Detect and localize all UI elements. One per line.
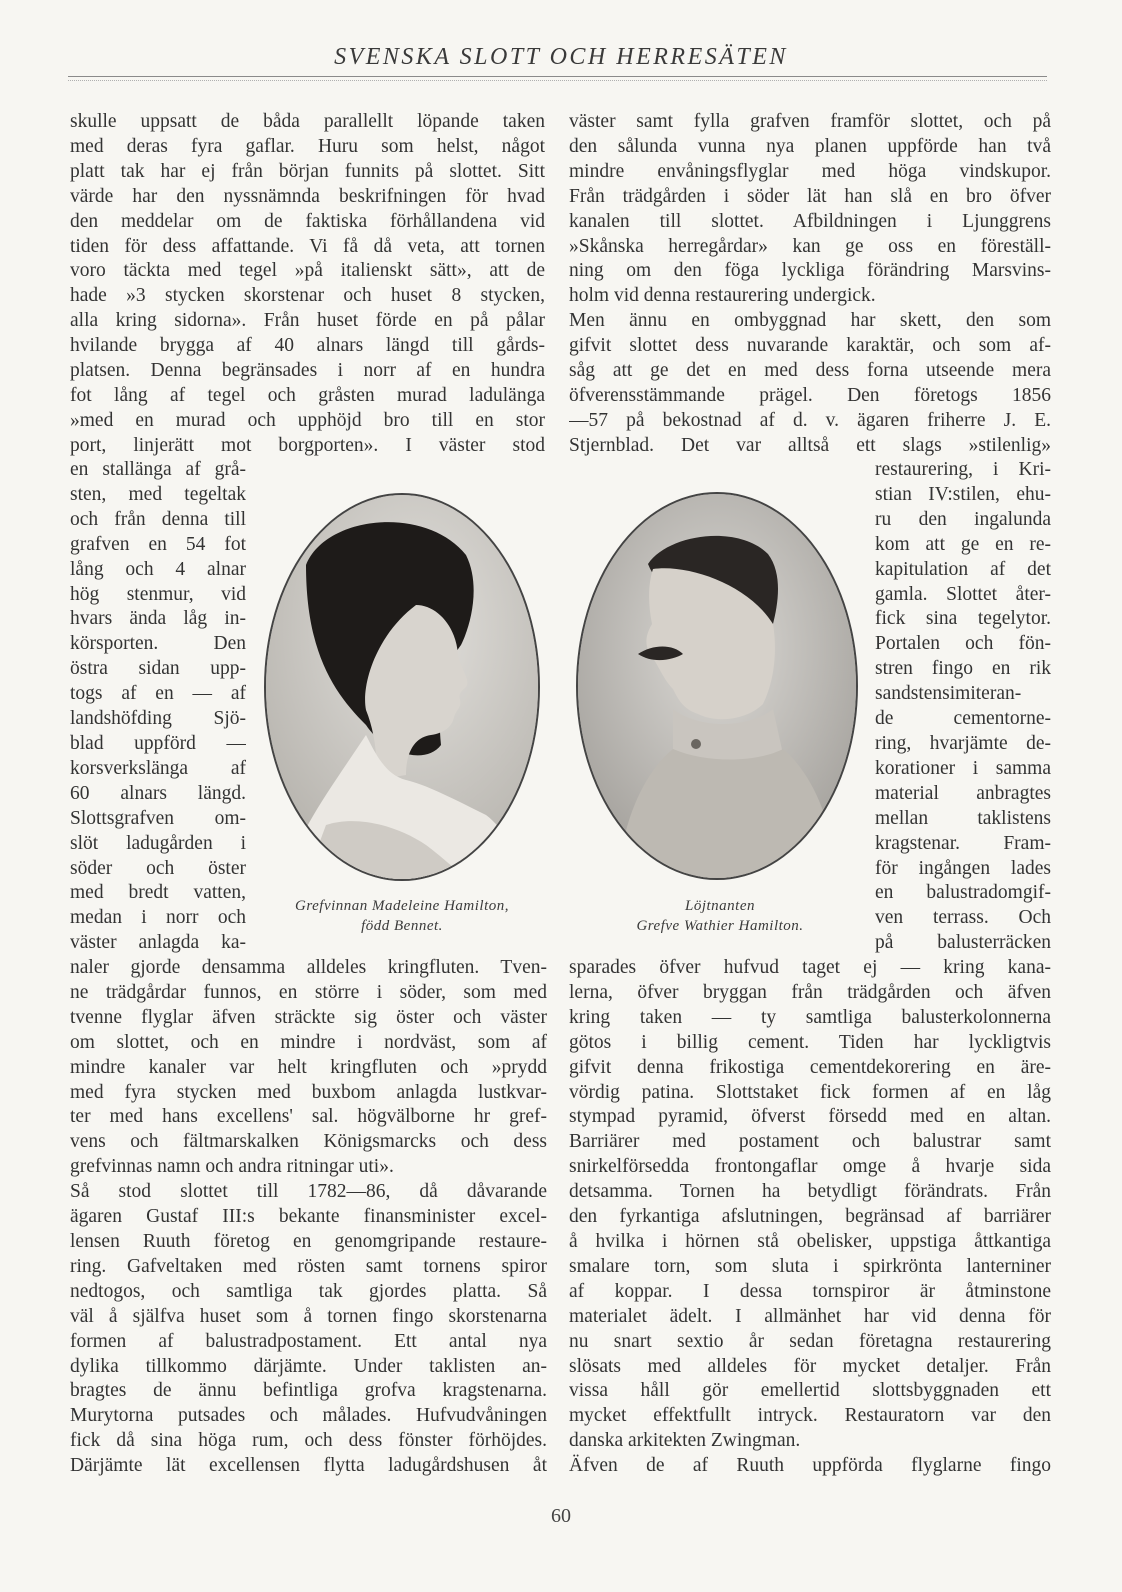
page-number: 60 — [551, 1505, 571, 1527]
text-line: stren fingo en rik — [875, 658, 1051, 680]
text-line: mellan taklistens — [875, 807, 1051, 829]
caption-right — [600, 896, 840, 936]
text-line: Så stod slottet till 1782—86, då dåvarande — [70, 1181, 547, 1203]
text-line: söder och öster — [70, 857, 246, 879]
text-line: Från trädgården i söder lät han slå en bro öfver — [569, 185, 1051, 207]
text-line: kragstenar. Fram- — [875, 832, 1051, 854]
text-line: landshöfding Sjö- — [70, 708, 246, 730]
text-line: nedtogos, och samtliga tak gjordes platta. Så — [70, 1280, 547, 1302]
text-line: fot lång af tegel och gråsten murad ladulänga — [70, 384, 545, 406]
text-line: vissa håll gör emellertid slottsbyggnaden ett — [569, 1380, 1051, 1402]
text-line: kanalen till slottet. Afbildningen i Ljunggrens — [569, 210, 1051, 232]
text-line: platt tak har ej från början funnits på slottet. Sitt — [70, 160, 545, 182]
text-line: mycket effektfullt intryck. Restauratorn var den — [569, 1405, 1051, 1427]
text-line: slöt ladugården i — [70, 832, 246, 854]
text-line: med deras fyra gaflar. Huru som helst, något — [70, 135, 545, 157]
text-line: Äfven de af Ruuth uppförda flyglarne fingo — [569, 1455, 1051, 1477]
text-line: gifvit denna frikostiga cementdekorering en äre- — [569, 1056, 1051, 1078]
text-line: kapitulation af det — [875, 558, 1051, 580]
column-2-narrow-text — [875, 458, 1051, 956]
text-line: voro täckta med tegel »på italienskt sätt», att de — [70, 260, 545, 282]
text-line: »Skånska herregårdar» kan ge oss en föreställ- — [569, 235, 1051, 257]
text-line: vördig patina. Slottstaket fick formen af en låg — [569, 1081, 1051, 1103]
text-line: korsverkslänga af — [70, 757, 246, 779]
text-line: fick då sina höga rum, och dess fönster förhöjdes. — [70, 1430, 547, 1452]
portrait-woman-photo — [264, 493, 540, 881]
text-line: bragtes de ännu befintliga grofva kragstenarna. — [70, 1380, 547, 1402]
text-line: —57 på bekostnad af d. v. ägaren friherre J. E. — [569, 409, 1051, 431]
text-line: kring taken — ty samtliga balusterkolonnerna — [569, 1006, 1051, 1028]
text-line: materialet ädelt. I allmänhet har vid denna för — [569, 1305, 1051, 1327]
text-line: på balusterräcken — [875, 932, 1051, 954]
text-line: smalare torn, som sluta i spirkrönta lanterniner — [569, 1255, 1051, 1277]
text-line: port, linjerätt mot borgporten». I väster stod — [70, 434, 545, 456]
text-line: af koppar. I dessa tornspiror är åtminstone — [569, 1280, 1051, 1302]
text-line: med fyra stycken med buxbom anlagda lustkvar- — [70, 1081, 547, 1103]
text-line: snirkelförsedda frontongaflar omge å hvarje sida — [569, 1156, 1051, 1178]
text-line: väster anlagda ka- — [70, 932, 246, 954]
text-line: korationer i samma — [875, 757, 1051, 779]
page-header: SVENSKA SLOTT OCH HERRESÄTEN — [334, 44, 788, 70]
text-line: hade »3 stycken skorstenar och huset 8 stycken, — [70, 285, 545, 307]
text-line: götos i billig cement. Tiden har lyckligtvis — [569, 1031, 1051, 1053]
column-1-narrow-text — [70, 458, 246, 956]
text-line: ru den ingalunda — [875, 508, 1051, 530]
text-line: slösats med alldeles för mycket detaljer. Från — [569, 1355, 1051, 1377]
text-line: fick sina tegelytor. — [875, 608, 1051, 630]
caption-left — [262, 896, 542, 936]
text-line: material anbragtes — [875, 782, 1051, 804]
caption-right-line-1: Löjtnanten — [684, 898, 755, 914]
text-line: ne trädgårdar funnos, en större i söder, som med — [70, 981, 547, 1003]
text-line: Barriärer med postament och balustrar samt — [569, 1131, 1051, 1153]
text-line: Stjernblad. Det var alltså ett slags »stilenlig» — [569, 434, 1051, 456]
text-line: togs af en — af — [70, 683, 246, 705]
text-line: Portalen och fön- — [875, 633, 1051, 655]
text-line: körsporten. Den — [70, 633, 246, 655]
text-line: kom att ge en re- — [875, 533, 1051, 555]
text-line: sparades öfver hufvud taget ej — kring kana- — [569, 957, 1051, 978]
text-line: tiden för dess affattande. Vi få då veta, att tornen — [70, 235, 545, 257]
text-line: Slottsgrafven om- — [70, 807, 246, 829]
column-1-bottom-text — [70, 956, 547, 1479]
text-line: värde har den nyssnämnda beskrifningen för hvad — [70, 185, 545, 207]
text-line: väster samt fylla grafven framför slottet, och på — [569, 111, 1051, 132]
text-line: mindre kanaler var helt kringfluten och »prydd — [70, 1056, 547, 1078]
text-line: hög stenmur, vid — [70, 583, 246, 605]
text-line: väl å själfva huset som å tornen fingo skorstenarna — [70, 1305, 547, 1327]
header-rule — [68, 76, 1047, 77]
text-line: östra sidan upp- — [70, 658, 246, 680]
text-line: de cementorne- — [875, 708, 1051, 730]
caption-left-line-2: född Bennet. — [361, 918, 443, 934]
text-line: om slottet, och en mindre i nordväst, som af — [70, 1031, 547, 1053]
text-line: lerna, öfver bryggan från trädgården och äfven — [569, 981, 1051, 1003]
text-line: ter med hans excellens' sal. högvälborne hr gref- — [70, 1106, 547, 1128]
caption-left-line-1: Grefvinnan Madeleine Hamilton, — [295, 898, 509, 914]
text-line: den fyrkantiga afslutningen, begränsad af barriärer — [569, 1206, 1051, 1228]
text-line: danska arkitekten Zwingman. — [569, 1430, 801, 1452]
portrait-woman-image — [266, 495, 538, 879]
text-line: grafven en 54 fot — [70, 533, 246, 555]
text-line: nu snart sextio år sedan företagna restaurering — [569, 1330, 1051, 1352]
text-line: Murytorna putsades och målades. Hufvudvåningen — [70, 1405, 547, 1427]
text-line: den sålunda vunna nya planen uppförde han två — [569, 135, 1051, 157]
text-line: ägaren Gustaf III:s bekante finansminister excel- — [70, 1206, 547, 1228]
text-line: gifvit slottet dess nuvarande karaktär, och som af- — [569, 335, 1051, 357]
text-line: naler gjorde densamma alldeles kringfluten. Tven- — [70, 957, 547, 978]
text-line: dylika tillkommo därjämte. Under taklisten an- — [70, 1355, 547, 1377]
text-line: vens och fältmarskalken Königsmarcks och dess — [70, 1131, 547, 1153]
text-line: för ingången lades — [875, 857, 1051, 879]
text-line: Men ännu en ombyggnad har skett, den som — [569, 310, 1051, 332]
text-line: formen af balustradpostament. Ett antal nya — [70, 1330, 547, 1352]
text-line: stympad pyramid, öfverst försedd med en altan. — [569, 1106, 1051, 1128]
caption-right-line-2: Grefve Wathier Hamilton. — [636, 918, 804, 934]
text-line: en stallänga af grå- — [70, 459, 246, 480]
text-line: gamla. Slottet åter- — [875, 583, 1051, 605]
text-line: den meddelar om de faktiska förhållandena vid — [70, 210, 545, 232]
text-line: mindre envåningsflyglar med höga vindskupor. — [569, 160, 1051, 182]
text-line: lensen Ruuth företog en genomgripande restaure- — [70, 1230, 547, 1252]
text-line: sten, med tegeltak — [70, 483, 246, 505]
text-line: grefvinnas namn och andra ritningar uti». — [70, 1156, 394, 1178]
text-line: detsamma. Tornen ha betydligt förändrats. Från — [569, 1181, 1051, 1203]
header-rule-dotted — [68, 80, 1047, 81]
text-line: och från denna till — [70, 508, 246, 530]
text-line: skulle uppsatt de båda parallellt löpande taken — [70, 111, 545, 132]
text-line: alla kring sidorna». Från huset förde en på pålar — [70, 310, 545, 332]
text-line: »med en murad och upphöjd bro till en stor — [70, 409, 545, 431]
text-line: medan i norr och — [70, 907, 246, 929]
text-line: restaurering, i Kri- — [875, 459, 1051, 480]
column-2-top-text — [569, 110, 1051, 459]
text-line: ven terrass. Och — [875, 907, 1051, 929]
text-line: 60 alnars längd. — [70, 782, 246, 804]
text-line: blad uppförd — — [70, 732, 246, 754]
text-line: lång och 4 alnar — [70, 558, 246, 580]
text-line: en balustradomgif- — [875, 882, 1051, 904]
text-line: såg att ge det en med dess forna utseende mera — [569, 360, 1051, 382]
text-line: ning om den föga lyckliga förändring Marsvins- — [569, 260, 1051, 282]
text-line: stian IV:stilen, ehu- — [875, 483, 1051, 505]
text-line: platsen. Denna begränsades i norr af en hundra — [70, 360, 545, 382]
text-line: med bredt vatten, — [70, 882, 246, 904]
text-line: å hvilka i hörnen stå obelisker, uppstiga åttkantiga — [569, 1230, 1051, 1252]
text-line: öfverensstämmande prägel. Den företogs 1856 — [569, 384, 1051, 406]
text-line: hvilande brygga af 40 alnars längd till gårds- — [70, 335, 545, 357]
text-line: ring. Gafveltaken med rösten samt tornens spiror — [70, 1255, 547, 1277]
text-line: hvars ända låg in- — [70, 608, 246, 630]
column-1-top-text — [70, 110, 545, 459]
portrait-man-image — [578, 494, 856, 878]
text-line: tvenne flyglar äfven sträckte sig öster och väster — [70, 1006, 547, 1028]
text-line: sandstensimiteran- — [875, 683, 1022, 705]
portrait-man-photo — [576, 492, 858, 880]
text-line: ring, hvarjämte de- — [875, 732, 1051, 754]
text-line: holm vid denna restaurering undergick. — [569, 285, 876, 307]
text-line: Därjämte lät excellensen flytta ladugårdshusen åt — [70, 1455, 547, 1477]
column-2-bottom-text — [569, 956, 1051, 1479]
